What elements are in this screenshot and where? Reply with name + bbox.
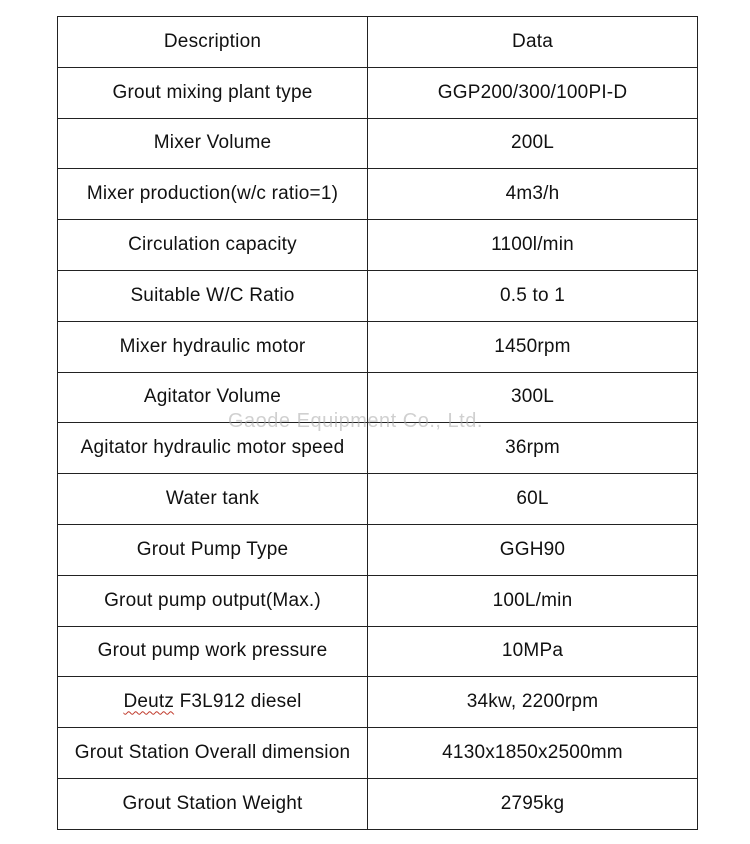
row-description: Grout Station Weight	[58, 778, 368, 829]
row-data: 200L	[368, 118, 698, 169]
spellcheck-word: Deutz	[123, 691, 175, 713]
table-row	[58, 677, 698, 728]
row-data: 1100l/min	[368, 220, 698, 271]
row-description: Mixer hydraulic motor	[58, 321, 368, 372]
row-data: GGH90	[368, 524, 698, 575]
row-data: 4m3/h	[368, 169, 698, 220]
row-description: Grout Pump Type	[58, 524, 368, 575]
row-data: 300L	[368, 372, 698, 423]
table-row	[58, 118, 698, 169]
table-row	[58, 270, 698, 321]
row-data: 10MPa	[368, 626, 698, 677]
table-row	[58, 372, 698, 423]
row-description: Mixer production(w/c ratio=1)	[58, 169, 368, 220]
table-row	[58, 220, 698, 271]
row-description: Mixer Volume	[58, 118, 368, 169]
watermark: Gaode Equipment Co., Ltd.	[228, 410, 483, 432]
row-description: Grout Station Overall dimension	[58, 728, 368, 779]
table-row	[58, 626, 698, 677]
table-row	[58, 474, 698, 525]
row-description: Grout pump work pressure	[58, 626, 368, 677]
row-description: Grout mixing plant type	[58, 67, 368, 118]
table-row	[58, 321, 698, 372]
row-data: 34kw, 2200rpm	[368, 677, 698, 728]
row-description-suffix: F3L912 diesel	[174, 691, 302, 713]
row-data: 2795kg	[368, 778, 698, 829]
row-data: 100L/min	[368, 575, 698, 626]
row-description: Circulation capacity	[58, 220, 368, 271]
table-header-row	[58, 17, 698, 68]
row-data: 4130x1850x2500mm	[368, 728, 698, 779]
row-data: 1450rpm	[368, 321, 698, 372]
table-row	[58, 524, 698, 575]
row-data: GGP200/300/100PI-D	[368, 67, 698, 118]
row-data: 0.5 to 1	[368, 270, 698, 321]
table-row	[58, 575, 698, 626]
row-description: Grout pump output(Max.)	[58, 575, 368, 626]
row-description: Suitable W/C Ratio	[58, 270, 368, 321]
row-description: Agitator hydraulic motor speed	[58, 423, 368, 474]
table-row	[58, 67, 698, 118]
row-description: Water tank	[58, 474, 368, 525]
table-row	[58, 423, 698, 474]
column-header-description: Description	[58, 17, 368, 68]
row-data: 36rpm	[368, 423, 698, 474]
row-description: Agitator Volume	[58, 372, 368, 423]
spec-table	[57, 16, 698, 830]
row-data: 60L	[368, 474, 698, 525]
table-row	[58, 778, 698, 829]
row-description	[58, 677, 368, 728]
table-row	[58, 728, 698, 779]
column-header-data: Data	[368, 17, 698, 68]
table-row	[58, 169, 698, 220]
